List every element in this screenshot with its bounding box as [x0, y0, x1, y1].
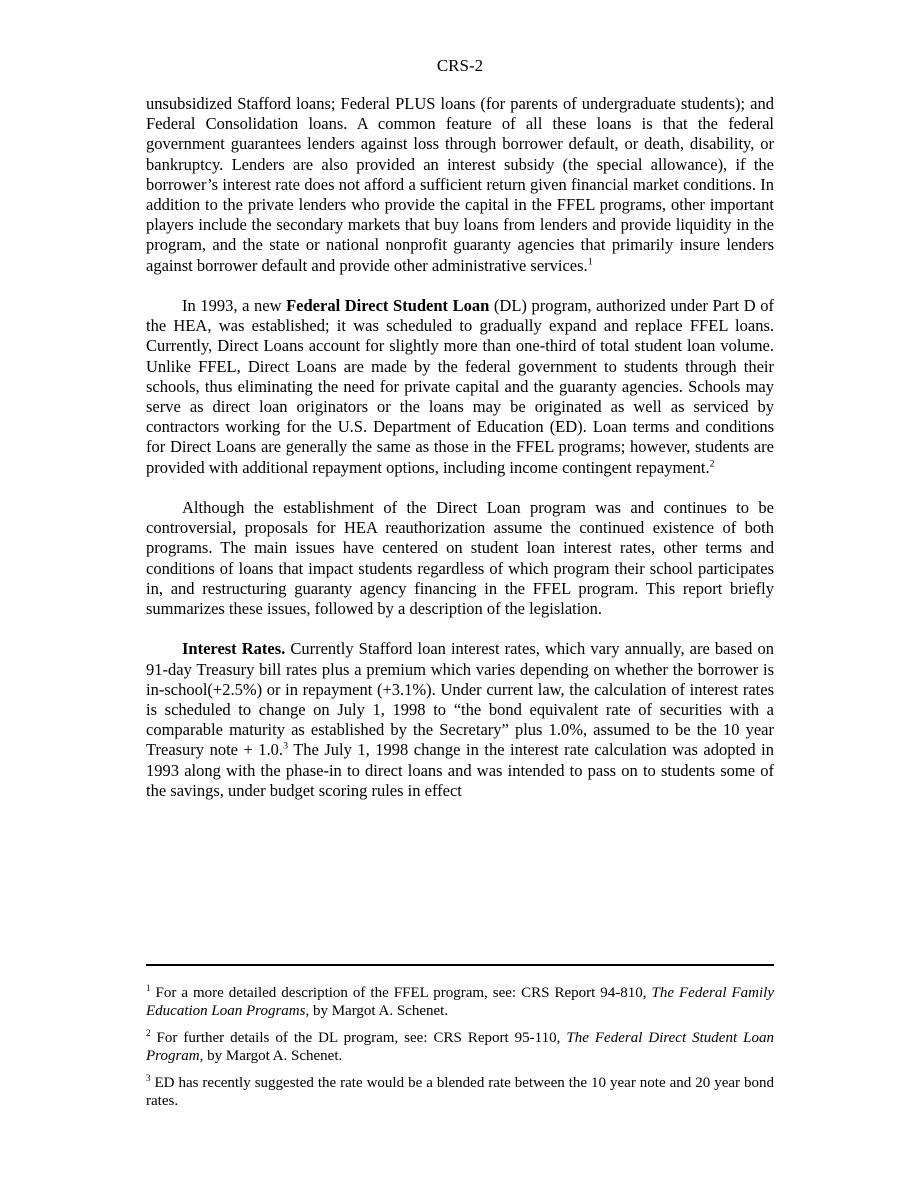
footnote-2: $^2$ For further details of the DL program, see: CRS Report 95-110, The Federal Direct Student Loan Program, by Margot A. Schenet.	[146, 1028, 774, 1064]
footnote-ref-2[interactable]: 2	[709, 458, 715, 470]
page-number: CRS-2	[436, 56, 484, 75]
paragraph-continuation: unsubsidized Stafford loans; Federal PLUS loans (for parents of undergraduate students); and Federal Consolidation loans. A common feature of all these loans is that the federal government guarantees lenders against loss through borrower default, or death, disability, or bankruptcy. Lenders are also provided an interest subsidy (the special allowance), if the borrower’s interest rate does not afford a sufficient return given financial market conditions. In addition to the private lenders who provide the capital in the FFEL programs, other important players include the secondary markets that buy loans from lenders and provide liquidity in the program, and the state or national nonprofit guaranty agencies that primarily insure lenders against borrower default and provide other administrative services.$^1$	[146, 94, 774, 275]
footnotes	[146, 984, 774, 1119]
footnote-1: $^1$ For a more detailed description of the FFEL program, see: CRS Report 94-810, The Federal Family Education Loan Programs, by Margot A. Schenet.	[146, 983, 774, 1019]
paragraph-reauthorization: Although the establishment of the Direct Loan program was and continues to be controversial, proposals for HEA reauthorization assume the continued existence of both programs. The main issues have centered on student loan interest rates, other terms and conditions of loans that impact students regardless of which program their school participates in, and restructuring guaranty agency financing in the FFEL program. This report briefly summarizes these issues, followed by a description of the legislation.	[146, 498, 774, 619]
body-text	[146, 94, 774, 821]
footnote-divider	[146, 964, 774, 966]
paragraph-direct-loan: In 1993, a new Federal Direct Student Loan (DL) program, authorized under Part D of the HEA, was established; it was scheduled to gradually expand and replace FFEL loans. Currently, Direct Loans account for slightly more than one-third of total student loan volume. Unlike FFEL, Direct Loans are made by the federal government to students through their schools, thus eliminating the need for private capital and the guaranty agencies. Schools may serve as direct loan originators or the loans may be originated as well as serviced by contractors working for the U.S. Department of Education (ED). Loan terms and conditions for Direct Loans are generally the same as those in the FFEL programs; however, students are provided with additional repayment options, including income contingent repayment.$^2$	[146, 296, 774, 477]
footnote-ref-1[interactable]: 1	[587, 256, 593, 268]
footnote-ref-3[interactable]: 3	[283, 740, 288, 752]
interest-rates-heading: Interest Rates.	[182, 639, 286, 659]
page-header	[0, 56, 920, 76]
paragraph-interest-rates: Interest Rates. Currently Stafford loan interest rates, which vary annually, are based on 91-day Treasury bill rates plus a premium which varies depending on whether the borrower is in-school(+2.5%) or in repayment (+3.1%). Under current law, the calculation of interest rates is scheduled to change on July 1, 1998 to “the bond equivalent rate of securities with a comparable maturity as established by the Secretary” plus 1.0%, assumed to be the 10 year Treasury note + 1.0.$^3$ The July 1, 1998 change in the interest rate calculation was adopted in 1993 along with the phase-in to direct loans and was intended to pass on to students some of the savings, under budget scoring rules in effect	[146, 639, 774, 800]
term-direct-student-loan: Federal Direct Student Loan	[286, 296, 490, 316]
footnote-3: $^3$ ED has recently suggested the rate would be a blended rate between the 10 year note and 20 year bond rates.	[146, 1073, 774, 1109]
